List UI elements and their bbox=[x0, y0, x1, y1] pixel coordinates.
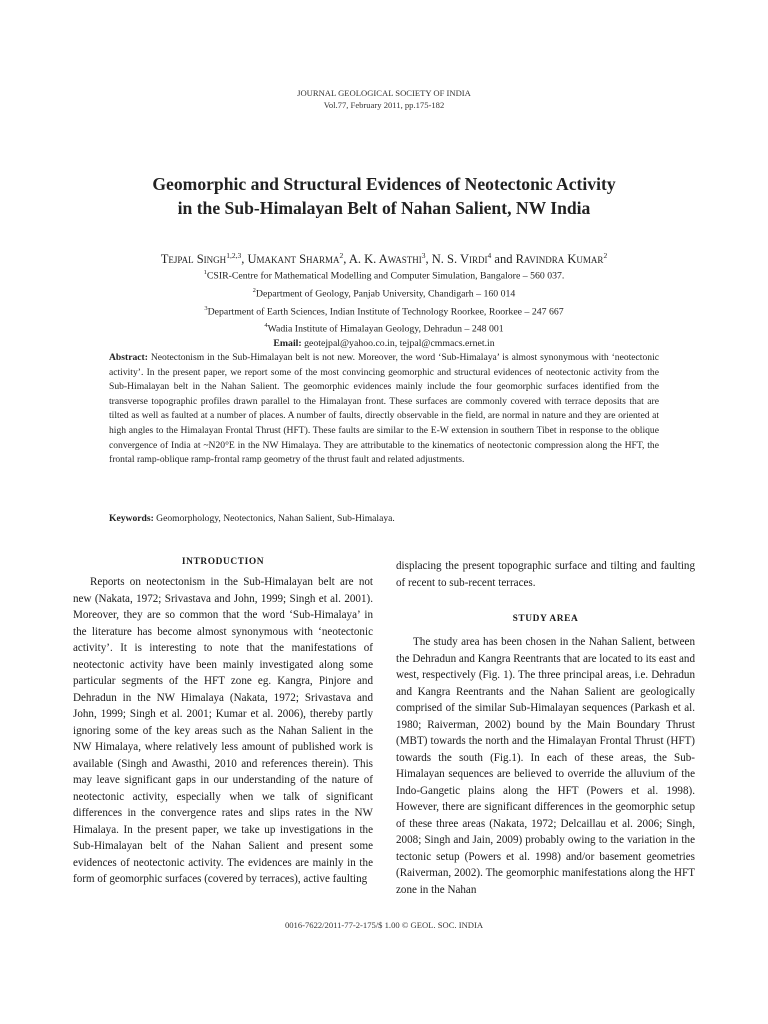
continued-paragraph: displacing the present topographic surface and tilting and faulting of recent to sub-recent terraces. bbox=[396, 560, 695, 589]
affiliation-line bbox=[40, 319, 728, 337]
affiliation-marker: 2 bbox=[252, 286, 256, 294]
title-line-1: Geomorphic and Structural Evidences of Neotectonic Activity bbox=[152, 174, 616, 194]
abstract-label: Abstract: bbox=[109, 352, 148, 363]
author-name: Umakant Sharma bbox=[247, 252, 340, 267]
author-name: N. S. Virdi bbox=[431, 252, 488, 267]
affiliation-line bbox=[40, 302, 728, 320]
study-area-paragraph: The study area has been chosen in the Nahan Salient, between the Dehradun and Kangra Reentrants that are located to its east and west, respectively (Fig. 1). The three principal areas, i.e. Dehradun and Kangra Reentrants and the Nahan Salient are geologically comprised of the similar Sub-Himalayan sequences (Parkash et al. 1980; Raiverman, 2002) bound by the Main Boundary Thrust (MBT) towards the north and the Himalayan Frontal Thrust (HFT) towards the south (Fig.1). In each of these areas, the Sub-Himalayan sequences are believed to override the alluvium of the Indo-Gangetic plains along the HFT (Powers et al. 1998). However, there are significant differences in the geomorphic setup of these three areas (Nakata, 1972; Delcaillau et al. 2006; Singh, 2008; Singh and Jain, 2009) probably owing to the variation in the tectonic setup (Powers et al. 1998) and/or basement geometries (Raiverman, 2002). The geomorphic manifestations along the HFT zone in the Nahan bbox=[396, 636, 695, 896]
affiliation-text: Department of Earth Sciences, Indian Institute of Technology Roorkee, Roorkee – 247 667 bbox=[207, 305, 564, 317]
keywords-text: Geomorphology, Neotectonics, Nahan Salient, Sub-Himalaya. bbox=[156, 513, 395, 524]
author-affiliation-marker: 4 bbox=[487, 251, 492, 260]
keywords-label: Keywords: bbox=[109, 513, 154, 524]
author-name: A. K. Awasthi bbox=[348, 252, 422, 267]
affiliation-marker: 3 bbox=[204, 304, 208, 312]
keywords bbox=[109, 512, 659, 526]
journal-name: JOURNAL GEOLOGICAL SOCIETY OF INDIA bbox=[297, 88, 471, 98]
study-area-heading: STUDY AREA bbox=[512, 614, 579, 624]
author-affiliation-marker: 1,2,3 bbox=[226, 251, 242, 260]
abstract-text: Neotectonism in the Sub-Himalayan belt is not new. Moreover, the word ‘Sub-Himalaya’ is almost synonymous with ‘neotectonic activity’. In the present paper, we report some of the most convincing geomorphic and structural evidences of neotectonic activity from the Sub-Himalayan belt in the Nahan Salient. The geomorphic evidences mainly include the four geomorphic surfaces identified from the transverse topographic profiles drawn parallel to the Himalayan front. These surfaces are commonly covered with terrace deposits that are tilted as well as faulted at a number of places. A number of faults, directly observable in the field, are normal in nature and they are oriented at high angles to the Himalayan Frontal Thrust (HFT). These faults are similar to the E-W extension in southern Tibet in response to the oblique convergence of India at ~N20°E in the NW Himalaya. They are attributable to the kinematics of neotectonic compression along the HFT, the frontal ramp-oblique ramp-frontal ramp geometry of the thrust fault and related adjustments. bbox=[109, 352, 659, 466]
affiliation-marker: 4 bbox=[264, 322, 268, 330]
affiliation-marker: 1 bbox=[203, 269, 207, 276]
email-line bbox=[40, 337, 728, 352]
footer-copyright: 0016-7622/2011-77-2-175/$ 1.00 © GEOL. SOC. INDIA bbox=[284, 920, 484, 930]
author-list: Tejpal Singh$^{1,2,3}$, Umakant Sharma$^2$, A. K. Awasthi$^3$, N. S. Virdi$^4$ and Ravindra Kumar$^2$ bbox=[160, 251, 608, 267]
paper-title bbox=[60, 172, 708, 220]
author-name: Ravindra Kumar bbox=[515, 252, 604, 267]
author-affiliation-marker: 2 bbox=[603, 251, 608, 260]
affiliation-text: Department of Geology, Panjab University, Chandigarh – 160 014 bbox=[255, 288, 516, 300]
author-affiliation-marker: 2 bbox=[339, 251, 344, 260]
affiliation-line bbox=[40, 266, 728, 284]
affiliation-list bbox=[40, 266, 728, 352]
author-conjunction: and bbox=[494, 252, 513, 267]
affiliation-line bbox=[40, 284, 728, 302]
left-column bbox=[73, 555, 373, 888]
affiliation-text: CSIR-Centre for Mathematical Modelling and Computer Simulation, Bangalore – 560 037. bbox=[206, 270, 565, 282]
right-column bbox=[396, 558, 695, 898]
title-line-2: in the Sub-Himalayan Belt of Nahan Salient, NW India bbox=[177, 198, 591, 218]
journal-volume: Vol.77, February 2011, pp.175-182 bbox=[323, 100, 445, 110]
email-label: Email: bbox=[273, 338, 302, 350]
journal-header bbox=[0, 87, 768, 111]
affiliation-text: Wadia Institute of Himalayan Geology, Dehradun – 248 001 bbox=[267, 323, 504, 335]
introduction-paragraph: Reports on neotectonism in the Sub-Himalayan belt are not new (Nakata, 1972; Srivastava and John, 1999; Singh et al. 2001). Moreover, they are so common that the word ‘Sub-Himalaya’ in the literature has become almost synonymous with ‘neotectonic activity’. It is interesting to note that the manifestations of neotectonic activity have been mainly investigated along some particular segments of the HFT zone eg. Kangra, Pinjore and Dehradun in the NW Himalaya (Nakata, 1972; Srivastava and John, 1999; Singh et al. 2001; Kumar et al. 2006), thereby partly ignoring some of the key areas such as the Nahan Salient in the NW Himalaya, where relatively less amount of published work is available (Singh and Awasthi, 2010 and references therein). This may leave significant gaps in our understanding of the nature of neotectonic activity, especially when we talk of significant differences in the convergence rates and slips rates in the NW Himalaya. In the present paper, we take up investigations in the Sub-Himalayan belt of the Nahan Salient and present some evidences of neotectonic activity. The evidences are mainly in the form of geomorphic surfaces (covered by terraces), active faulting bbox=[73, 576, 373, 885]
author-name: Tejpal Singh bbox=[160, 252, 227, 267]
author-affiliation-marker: 3 bbox=[421, 251, 426, 260]
introduction-heading: INTRODUCTION bbox=[181, 557, 265, 567]
email-address: geotejpal@yahoo.co.in, tejpal@cmmacs.ernet.in bbox=[304, 338, 495, 350]
abstract bbox=[109, 351, 659, 468]
